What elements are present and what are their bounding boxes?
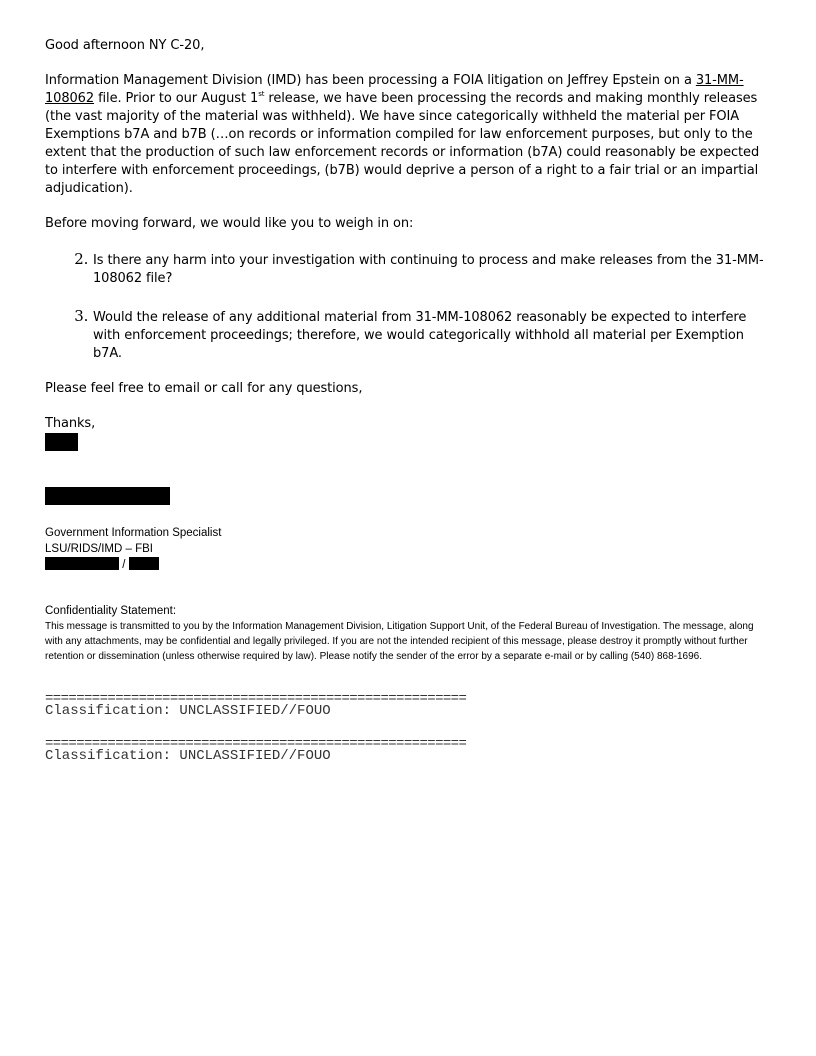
ordinal-suffix: st xyxy=(258,90,265,98)
redacted-extension xyxy=(129,557,159,570)
signature-title: Government Information Specialist xyxy=(45,527,222,539)
redacted-signature-name xyxy=(45,487,170,505)
classification-label: Classification: UNCLASSIFIED//FOUO xyxy=(45,748,331,764)
question-list xyxy=(45,250,775,363)
contact-separator: / xyxy=(122,559,126,571)
signature-unit: LSU/RIDS/IMD – FBI xyxy=(45,543,153,555)
classification-block-1 xyxy=(45,695,775,720)
signature-contact-line xyxy=(45,557,775,573)
signoff: Thanks, xyxy=(45,416,96,431)
classification-rule: ====================================================== xyxy=(45,740,467,748)
intro-text-part2: file. Prior to our August 1 xyxy=(94,91,259,106)
closing-line: Please feel free to email or call for any questions, xyxy=(45,381,363,396)
intro-text-part3: release, we have been processing the records and making monthly releases (the vast majority of the material was withheld). We have since categorically withheld the material per FOIA Exemptions b7A and b7B (…on records or information compiled for law enforcement purposes, but only to the extent that the production of such law enforcement records or information (b7A) could reasonably be expected to interfere with enforcement proceedings, (b7B) would deprive a person of a right to a fair trial or an impartial adjudication). xyxy=(45,91,760,196)
confidentiality-text: This message is transmitted to you by the Information Management Division, Litigation Support Unit, of the Federal Bureau of Investigation. The message, along with any attachments, may be confidential and legally privileged. If you are not the intended recipient of this message, please destroy it promptly without further retention or dissemination (unless otherwise required by law). Please notify the sender of the error by a separate e-mail or by calling (540) 868-1696. xyxy=(45,621,754,662)
question-item: 2. Is there any harm into your investigation with continuing to process and make releases from the 31-MM-108062 file? xyxy=(93,250,775,288)
email-document xyxy=(45,37,775,765)
classification-label: Classification: UNCLASSIFIED//FOUO xyxy=(45,703,331,719)
confidentiality-heading: Confidentiality Statement: xyxy=(45,605,177,617)
redacted-sender-name xyxy=(45,433,78,451)
redacted-phone xyxy=(45,557,119,570)
greeting: Good afternoon NY C-20, xyxy=(45,38,205,53)
file-number-link[interactable]: 31-MM-108062 xyxy=(45,73,744,106)
intro-paragraph xyxy=(45,72,775,198)
lead-in: Before moving forward, we would like you to weigh in on: xyxy=(45,216,414,231)
question-item: 3. Would the release of any additional material from 31-MM-108062 reasonably be expected to interfere with enforcement proceedings; therefore, we would categorically withhold all material per Exemption b7A. xyxy=(93,307,775,363)
intro-text-part1: Information Management Division (IMD) has been processing a FOIA litigation on Jeffrey Epstein on a xyxy=(45,73,696,88)
classification-block-2 xyxy=(45,740,775,765)
classification-rule: ====================================================== xyxy=(45,695,467,703)
